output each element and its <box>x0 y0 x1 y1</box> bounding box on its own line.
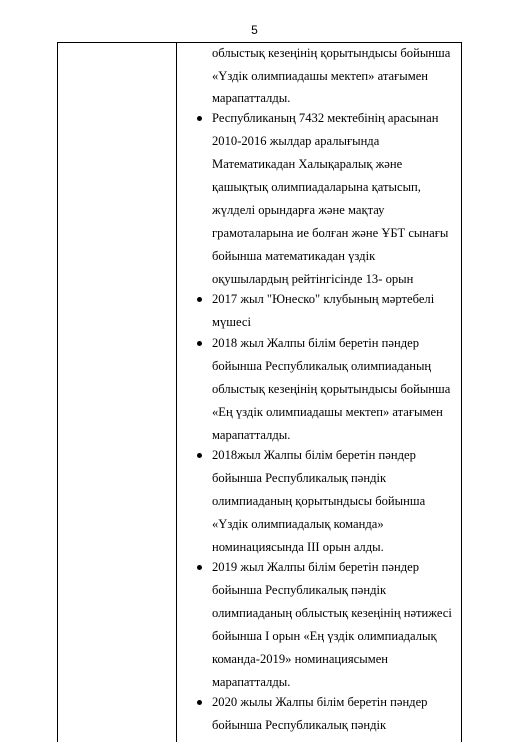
text-line: 2018 жыл Жалпы білім беретін пәндер <box>212 336 420 350</box>
text-line: «Үздік олимпиадашы мектеп» атағымен <box>212 69 429 83</box>
text-line: марапатталды. <box>212 428 291 442</box>
achievements-cell <box>177 43 461 742</box>
text-line: номинациясында III орын алды. <box>212 540 384 554</box>
text-line: қашықтық олимпиадаларына қатысып, <box>212 180 421 194</box>
text-line: олимпиаданың қорытындысы бойынша <box>212 494 426 508</box>
text-line: облыстық кезеңінің қорытындысы бойынша <box>212 46 451 60</box>
text-line: бойынша Республикалық пәндік <box>212 718 387 732</box>
text-line: бойынша математикадан үздік <box>212 249 376 263</box>
bullet-icon <box>197 453 202 458</box>
text-line: олимпиаданың облыстық кезеңінің нәтижесі <box>212 606 452 620</box>
text-line: «Ең үздік олимпиадашы мектеп» атағымен <box>212 405 443 419</box>
bullet-icon <box>197 341 202 346</box>
text-line: бойынша Республикалық пәндік <box>212 471 387 485</box>
text-line: бойынша Республикалық пәндік <box>212 583 387 597</box>
text-line: марапатталды. <box>212 91 291 105</box>
text-line: команда-2019» номинациясымен <box>212 652 389 666</box>
bullet-icon <box>197 700 202 705</box>
text-line: грамоталарына ие болған және ҰБТ сынағы <box>212 226 449 240</box>
text-line: 2020 жылы Жалпы білім беретін пәндер <box>212 695 428 709</box>
text-line: облыстық кезеңінің қорытындысы бойынша <box>212 382 451 396</box>
text-line: 2017 жыл "Юнеско" клубының мәртебелі <box>212 292 435 306</box>
text-line: «Үздік олимпиадалық команда» <box>212 517 384 531</box>
achievements-table <box>57 42 462 742</box>
text-line: 2018жыл Жалпы білім беретін пәндер <box>212 448 416 462</box>
text-line: Математикадан Халықаралық және <box>212 157 403 171</box>
text-line: жүлделі орындарға және мақтау <box>212 203 385 217</box>
bullet-icon <box>197 116 202 121</box>
text-line: бойынша I орын «Ең үздік олимпиадалық <box>212 629 437 643</box>
text-line: оқушылардың рейтінгісінде 13- орын <box>212 272 414 286</box>
text-line: бойынша Республикалық олимпиаданың <box>212 359 432 373</box>
bullet-icon <box>197 565 202 570</box>
text-line: 2019 жыл Жалпы білім беретін пәндер <box>212 560 420 574</box>
text-line: Республиканың 7432 мектебінің арасынан <box>212 111 439 125</box>
bullet-icon <box>197 297 202 302</box>
text-line: марапатталды. <box>212 675 291 689</box>
text-line: 2010-2016 жылдар аралығында <box>212 134 380 148</box>
text-line: мүшесі <box>212 315 251 329</box>
page-number: 5 <box>251 23 258 37</box>
